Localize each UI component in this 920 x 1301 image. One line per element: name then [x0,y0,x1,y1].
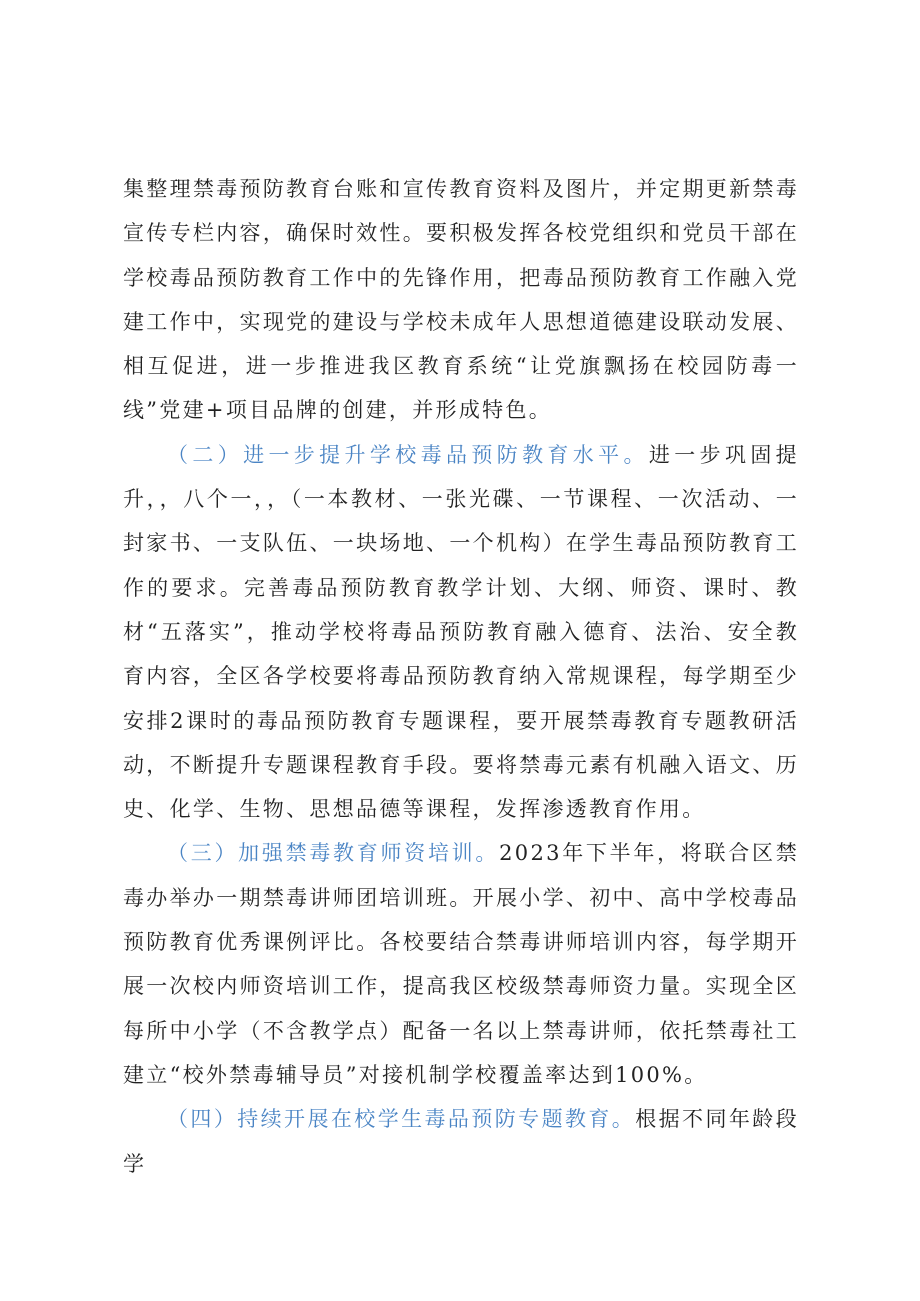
paragraph-section-4 [123,1097,799,1186]
paragraph-text: 根据不同年龄段学 [123,1107,800,1176]
document-body [123,167,799,1186]
section-heading: （四）持续开展在校学生毒品预防专题教育。 [167,1107,636,1132]
paragraph-section-3 [123,831,799,1097]
section-heading: （二）进一步提升学校毒品预防教育水平。 [167,442,649,467]
paragraph-continuation [123,167,799,433]
section-heading: （三）加强禁毒教育师资培训。 [167,841,500,866]
paragraph-text: 2023年下半年，将联合区禁毒办举办一期禁毒讲师团培训班。开展小学、初中、高中学校毒品预防教育优秀课例评比。各校要结合禁毒讲师培训内容，每学期开展一次校内师资培训工作，提高我区校级禁毒师资力量。实现全区每所中小学（不含教学点）配备一名以上禁毒讲师，依托禁毒社工建立“校外禁毒辅导员”对接机制学校覆盖率达到100%。 [123,841,799,1087]
paragraph-section-2 [123,433,799,832]
paragraph-text: 集整理禁毒预防教育台账和宣传教育资料及图片，并定期更新禁毒宣传专栏内容，确保时效性。要积极发挥各校党组织和党员干部在学校毒品预防教育工作中的先锋作用，把毒品预防教育工作融入党建工作中，实现党的建设与学校未成年人思想道德建设联动发展、相互促进，进一步推进我区教育系统“让党旗飘扬在校园防毒一线”党建+项目品牌的创建，并形成特色。 [123,177,799,423]
paragraph-text: 进一步巩固提升，，八个一，，（一本教材、一张光碟、一节课程、一次活动、一封家书、一支队伍、一块场地、一个机构）在学生毒品预防教育工作的要求。完善毒品预防教育教学计划、大纲、师资、课时、教材“五落实”，推动学校将毒品预防教育融入德育、法治、安全教育内容，全区各学校要将毒品预防教育纳入常规课程，每学期至少安排2课时的毒品预防教育专题课程，要开展禁毒教育专题教研活动，不断提升专题课程教育手段。要将禁毒元素有机融入语文、历史、化学、生物、思想品德等课程，发挥渗透教育作用。 [123,442,799,822]
